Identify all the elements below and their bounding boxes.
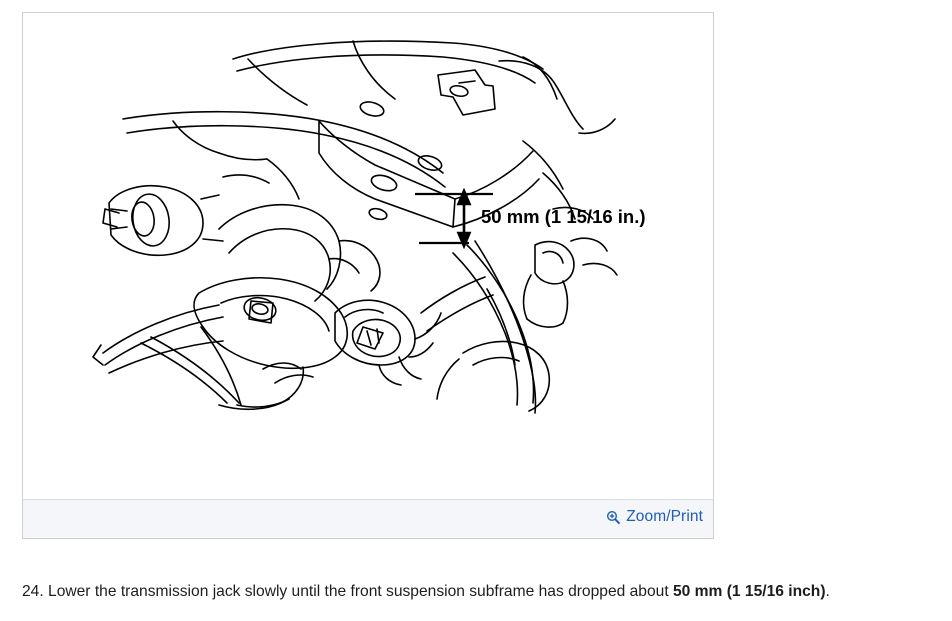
step-text-part1: Lower the transmission jack slowly until the front suspension subframe has dropped about	[48, 583, 673, 600]
subframe-line-drawing	[23, 13, 713, 499]
dimension-arrow	[459, 191, 470, 246]
step-number: 24.	[22, 583, 44, 600]
zoom-print-button[interactable]	[606, 508, 703, 526]
step-caption	[22, 582, 942, 602]
dimension-label: 50 mm (1 15/16 in.)	[481, 206, 646, 227]
step-text-part2: .	[825, 583, 830, 600]
step-text-bold: 50 mm (1 15/16 inch)	[672, 583, 826, 600]
figure-panel	[22, 12, 714, 539]
figure-image	[23, 13, 713, 499]
magnifier-plus-icon	[606, 510, 621, 525]
zoom-print-label: Zoom/Print	[626, 508, 703, 525]
figure-toolbar	[23, 499, 713, 538]
